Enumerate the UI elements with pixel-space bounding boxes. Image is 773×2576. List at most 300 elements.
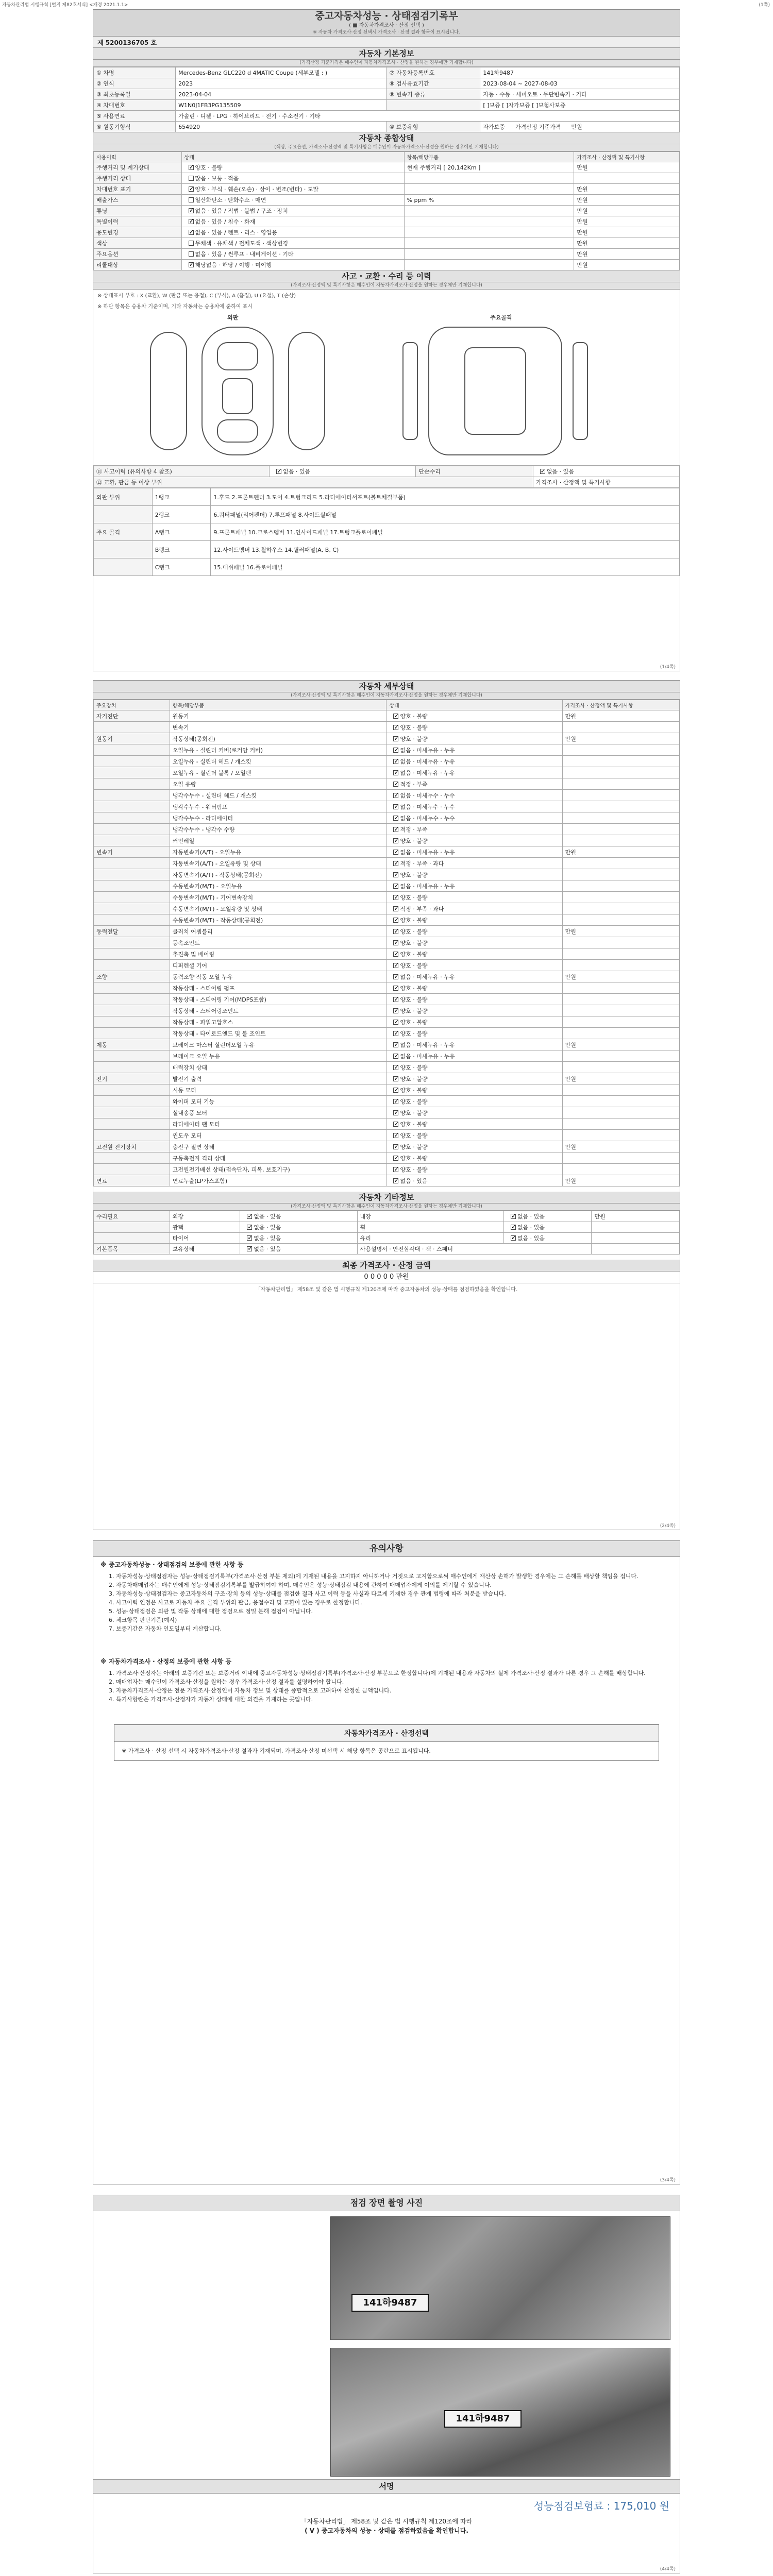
detail-item: 동력조향 작동 오일 누유 xyxy=(170,971,386,982)
gs-row-label: 차대번호 표기 xyxy=(94,184,182,195)
notice-section-2: ※ 자동차가격조사 · 산정의 보증에 관한 사항 등 xyxy=(100,1658,232,1665)
value-vin: W1N0J1FB3PG135509 xyxy=(176,100,386,111)
detail-status-text: 양호 · 불량 xyxy=(400,1064,428,1071)
detail-status xyxy=(386,971,562,982)
gs-row-price: 만원 xyxy=(574,238,680,249)
detail-device xyxy=(94,1084,170,1096)
detail-device xyxy=(94,903,170,914)
detail-status-text: 없음 · 미세누유 · 누유 xyxy=(400,747,455,754)
detail-status xyxy=(386,858,562,869)
detail-row xyxy=(94,982,680,994)
detail-status-text: 양호 · 불량 xyxy=(400,1155,428,1162)
abnormal-parts-label: ⑫ 교환, 판금 등 이상 부위 xyxy=(94,477,533,488)
gs-row-label: 용도변경 xyxy=(94,227,182,238)
detail-status-text: 적정 · 부족 xyxy=(400,826,428,833)
checkbox-icon[interactable] xyxy=(393,974,398,979)
label-car-name: ① 차명 xyxy=(94,67,176,78)
gs-row-price: 만원 xyxy=(574,227,680,238)
checkbox-icon[interactable] xyxy=(393,793,398,798)
doc-no-suffix: 호 xyxy=(150,39,157,46)
gs-row-status xyxy=(181,162,404,173)
detail-item: 윈도우 모터 xyxy=(170,1130,386,1141)
detail-item: 등속조인트 xyxy=(170,937,386,948)
page-1 xyxy=(93,9,680,671)
detail-item: 브레이크 마스터 실린더오일 누유 xyxy=(170,1039,386,1050)
detail-device xyxy=(94,960,170,971)
checkbox-icon[interactable] xyxy=(393,850,398,855)
car-roof-outline xyxy=(222,378,253,414)
value-inspection: 2023-08-04 ~ 2027-08-03 xyxy=(480,78,680,89)
detail-status-text: 양호 · 불량 xyxy=(400,1007,428,1014)
detail-device xyxy=(94,1118,170,1130)
front-plate: 141하9487 xyxy=(351,2294,429,2312)
checkbox-icon[interactable] xyxy=(393,1099,398,1104)
page-3 xyxy=(93,1540,680,2184)
gs-row-label: 주행거리 및 계기상태 xyxy=(94,162,182,173)
document-number xyxy=(93,37,680,48)
checkbox-icon[interactable] xyxy=(511,1225,516,1230)
gs-row-status xyxy=(181,227,404,238)
gs-row-status xyxy=(181,216,404,227)
detail-item: 작동상태 - 스티어링조인트 xyxy=(170,1005,386,1016)
gs-row-status-text: 없음 · 있음 / 렌트 · 리스 · 영업용 xyxy=(195,229,277,236)
detail-item: 작동상태(공회전) xyxy=(170,733,386,744)
car-side-right-outline xyxy=(288,332,325,450)
detail-device: 조향 xyxy=(94,971,170,982)
checkbox-icon[interactable] xyxy=(393,1020,398,1025)
checkbox-icon[interactable] xyxy=(511,1214,516,1219)
checkbox-icon[interactable] xyxy=(393,804,398,809)
detail-status xyxy=(386,937,562,948)
detail-device xyxy=(94,790,170,801)
detail-row xyxy=(94,778,680,790)
notice-item: 2. 매매업자는 매수인이 가격조사·산정을 원하는 경우 가격조사·산정 결과를 설명하여야 합니다. xyxy=(109,1679,344,1685)
notice-item: 6. 체크항목 판단기준(예시) xyxy=(109,1617,177,1623)
checkbox-icon[interactable] xyxy=(393,827,398,832)
checkbox-icon[interactable] xyxy=(393,725,398,730)
checkbox-icon[interactable] xyxy=(247,1246,252,1251)
doc-no-value: 5200136705 xyxy=(105,39,149,46)
detail-status-text: 양호 · 불량 xyxy=(400,894,428,901)
checkbox-icon[interactable] xyxy=(189,197,194,202)
basic-info-table xyxy=(93,67,680,132)
detail-price xyxy=(562,767,679,778)
gs-row-item: 현재 주행거리 [ 20,142Km ] xyxy=(404,162,574,173)
detail-row xyxy=(94,812,680,824)
checkbox-icon[interactable] xyxy=(189,187,194,192)
inspection-photo-rear xyxy=(330,2348,670,2477)
gs-row-label: 주요옵션 xyxy=(94,249,182,260)
gs-head-item: 항목/해당부품 xyxy=(404,152,574,162)
detail-status-text: 없음 · 미세누유 · 누유 xyxy=(400,1041,455,1048)
detail-item: 연료누출(LP가스포함) xyxy=(170,1175,386,1187)
checkbox-icon[interactable] xyxy=(189,165,194,170)
detail-device: 전기 xyxy=(94,1073,170,1084)
detail-row xyxy=(94,948,680,960)
page-2 xyxy=(93,680,680,1530)
detail-price xyxy=(562,903,679,914)
checkbox-icon[interactable] xyxy=(393,770,398,775)
detail-status-sub: (가격조사·산정액 및 특기사항은 매수인이 자동차가격조사·산정을 원하는 경우에만 기재합니다) xyxy=(93,692,680,700)
detail-device xyxy=(94,778,170,790)
panel-group xyxy=(94,558,153,576)
detail-device xyxy=(94,1050,170,1062)
detail-item: 구동축전지 격리 상태 xyxy=(170,1153,386,1164)
etc-cell: 광택 xyxy=(170,1222,240,1233)
detail-item: 충전구 절연 상태 xyxy=(170,1141,386,1153)
detail-row xyxy=(94,914,680,926)
detail-row xyxy=(94,994,680,1005)
gs-row-label: 주행거리 상태 xyxy=(94,173,182,184)
page-4 xyxy=(93,2195,680,2573)
accident-title: 사고 · 교환 · 수리 등 이력 xyxy=(93,270,680,282)
detail-status xyxy=(386,869,562,880)
detail-status xyxy=(386,801,562,812)
notice-item: 3. 자동차성능·상태점검자는 중고자동차의 구조·장치 등의 성능·상태를 점검한 결과 사고 이력 등을 사실과 다르게 기재한 경우 관계 법령에 따라 처분을 받습니다. xyxy=(109,1590,506,1597)
detail-price xyxy=(562,1016,679,1028)
gs-row-label: 특별이력 xyxy=(94,216,182,227)
detail-price xyxy=(562,869,679,880)
detail-item: 오일 유량 xyxy=(170,778,386,790)
page-indicator: (1쪽) xyxy=(759,3,770,8)
checkbox-icon[interactable] xyxy=(247,1235,252,1241)
detail-price: 만원 xyxy=(562,971,679,982)
detail-status xyxy=(386,1096,562,1107)
notice-item: 4. 사고이력 인정은 사고로 자동차 주요 골격 부위의 판금, 용접수리 및 교환이 있는 경우로 한정합니다. xyxy=(109,1599,362,1606)
detail-item: 냉각수누수 - 냉각수 수량 xyxy=(170,824,386,835)
detail-status xyxy=(386,880,562,892)
panel-rank: 2랭크 xyxy=(152,506,211,523)
value-car-name: Mercedes-Benz GLC220 d 4MATIC Coupe (세부모델 : ) xyxy=(176,67,386,78)
etc-cell: 사용설명서 · 안전삼각대 · 잭 · 스패너 xyxy=(357,1244,592,1255)
checkbox-icon[interactable] xyxy=(393,884,398,889)
detail-device xyxy=(94,1153,170,1164)
checkbox-icon[interactable] xyxy=(393,816,398,821)
detail-row xyxy=(94,1062,680,1073)
gs-row-status-text: 많음 · 보통 · 적음 xyxy=(195,175,239,182)
value-year: 2023 xyxy=(176,78,386,89)
detail-device xyxy=(94,914,170,926)
panel-rank-table xyxy=(93,488,680,576)
checkbox-icon[interactable] xyxy=(393,940,398,945)
detail-row xyxy=(94,858,680,869)
detail-status xyxy=(386,1107,562,1118)
etc-cell-text: 없음 · 있음 xyxy=(254,1235,281,1242)
etc-cell: 휠 xyxy=(357,1222,503,1233)
detail-status xyxy=(386,846,562,858)
notice-item: 2. 자동차매매업자는 매수인에게 성능·상태점검기록부를 발급하여야 하며, 매수인은 성능·상태점검 내용에 관하여 매매업자에게 이의를 제기할 수 있습니다. xyxy=(109,1582,492,1588)
detail-status xyxy=(386,778,562,790)
detail-item: 작동상태 - 파워고압호스 xyxy=(170,1016,386,1028)
notice-item: 1. 가격조사·산정자는 아래의 보증기간 또는 보증거리 이내에 중고자동차성능·상태점검기록부(가격조사·산정 부분으로 한정합니다)에 기재된 내용과 자동차의 실제 가격조사·산정 결과가 다른 경우 그 손해를 배상합니다. xyxy=(109,1670,646,1676)
detail-device xyxy=(94,937,170,948)
final-price-note: 「자동차관리법」 제58조 및 같은 법 시행규칙 제120조에 따라 중고자동차의 성능·상태를 점검하였음을 확인합니다. xyxy=(255,1287,518,1293)
checkbox-icon[interactable] xyxy=(393,1144,398,1149)
basic-info-sub: (가격산정 기준가격은 매수인이 자동차가격조사 · 산정을 원하는 경우에만 기재합니다) xyxy=(93,60,680,67)
checkbox-icon[interactable] xyxy=(393,759,398,764)
detail-row xyxy=(94,835,680,846)
detail-status xyxy=(386,994,562,1005)
detail-device xyxy=(94,1164,170,1175)
detail-price: 만원 xyxy=(562,1141,679,1153)
detail-status xyxy=(386,982,562,994)
inspection-photo-front xyxy=(330,2216,670,2340)
detail-status-text: 양호 · 불량 xyxy=(400,996,428,1003)
checkbox-icon[interactable] xyxy=(393,1076,398,1081)
checkbox-icon[interactable] xyxy=(189,219,194,224)
detail-status-text: 양호 · 불량 xyxy=(400,962,428,969)
page-note: ※ 자동차 가격조사·산정 선택시 가격조사 · 산정 결과 항목이 표시됩니다. xyxy=(313,30,460,35)
detail-status xyxy=(386,790,562,801)
detail-device: 고전원 전기장치 xyxy=(94,1141,170,1153)
gs-row-price: 만원 xyxy=(574,260,680,270)
gs-row-price: 만원 xyxy=(574,184,680,195)
gs-row-status-text: 일산화탄소 · 탄화수소 · 매연 xyxy=(195,197,266,204)
page-4-footer: (4/4쪽) xyxy=(660,2567,676,2572)
etc-cell xyxy=(503,1222,592,1233)
detail-status-text: 양호 · 불량 xyxy=(400,1166,428,1173)
price-select-box xyxy=(114,1724,659,1761)
panel-parts: 12.사이드멤버 13.휠하우스 14.필러패널(A, B, C) xyxy=(211,541,680,558)
detail-row xyxy=(94,1073,680,1084)
accident-note-1: ※ 상태표시 부호 : X (교환), W (판금 또는 용접), C (부식), A (흠집), U (요철), T (손상) xyxy=(97,293,296,299)
checkbox-icon[interactable] xyxy=(189,208,194,213)
detail-item: 수동변속기(M/T) - 오일유량 및 상태 xyxy=(170,903,386,914)
checkbox-icon[interactable] xyxy=(393,872,398,877)
detail-row xyxy=(94,1016,680,1028)
panel-parts: 9.프론트패널 10.크로스멤버 11.인사이드패널 17.트렁크플로어패널 xyxy=(211,523,680,541)
checkbox-icon[interactable] xyxy=(393,1008,398,1013)
frame-left-rail xyxy=(402,342,418,440)
detail-device xyxy=(94,801,170,812)
checkbox-icon[interactable] xyxy=(393,986,398,991)
abnormal-parts-price-label: 가격조사 · 산정액 및 특기사항 xyxy=(533,477,679,488)
gs-head-usage: 사용이력 xyxy=(94,152,182,162)
checkbox-icon[interactable] xyxy=(393,1178,398,1183)
checkbox-icon[interactable] xyxy=(393,1133,398,1138)
detail-device xyxy=(94,1028,170,1039)
accident-table xyxy=(93,466,680,488)
detail-status xyxy=(386,926,562,937)
checkbox-icon[interactable] xyxy=(189,262,194,267)
detail-head-price: 가격조사 · 산정액 및 특기사항 xyxy=(562,700,679,710)
page-3-footer: (3/4쪽) xyxy=(660,2178,676,2183)
checkbox-icon[interactable] xyxy=(393,1054,398,1059)
detail-row xyxy=(94,767,680,778)
detail-device: 자기진단 xyxy=(94,710,170,722)
detail-status-text: 적정 · 부족 · 과다 xyxy=(400,860,444,867)
checkbox-icon[interactable] xyxy=(393,1065,398,1070)
detail-item: 오일누유 - 실린더 커버(로커암 커버) xyxy=(170,744,386,756)
checkbox-icon[interactable] xyxy=(393,929,398,934)
detail-status xyxy=(386,1118,562,1130)
detail-item: 변속기 xyxy=(170,722,386,733)
detail-row xyxy=(94,1118,680,1130)
detail-status-text: 양호 · 불량 xyxy=(400,713,428,720)
detail-device: 변속기 xyxy=(94,846,170,858)
detail-price xyxy=(562,982,679,994)
detail-status xyxy=(386,744,562,756)
etc-cell xyxy=(240,1244,357,1255)
checkbox-icon[interactable] xyxy=(393,1110,398,1115)
detail-price xyxy=(562,1118,679,1130)
etc-cell-text: 없음 · 있음 xyxy=(254,1224,281,1231)
frame-inner-outline xyxy=(464,347,526,435)
detail-status xyxy=(386,1050,562,1062)
detail-item: 라디에이터 팬 모터 xyxy=(170,1118,386,1130)
checkbox-icon[interactable] xyxy=(393,748,398,753)
detail-price xyxy=(562,937,679,948)
panel-parts: 6.쿼터패널(리어펜더) 7.루프패널 8.사이드실패널 xyxy=(211,506,680,523)
detail-device xyxy=(94,948,170,960)
checkbox-icon[interactable] xyxy=(393,963,398,968)
warranty-type: 자가보증 xyxy=(483,124,505,130)
etc-cell: 기본품목 xyxy=(94,1244,170,1255)
detail-item: 오일누유 - 실린더 블록 / 오일팬 xyxy=(170,767,386,778)
gs-row-item xyxy=(404,184,574,195)
panel-rank: C랭크 xyxy=(152,558,211,576)
value-first-reg: 2023-04-04 xyxy=(176,89,386,100)
notice-title: 유의사항 xyxy=(93,1541,680,1557)
gs-row-item xyxy=(404,227,574,238)
checkbox-icon[interactable] xyxy=(393,918,398,923)
checkbox-icon[interactable] xyxy=(393,1167,398,1172)
etc-cell xyxy=(94,1222,170,1233)
detail-item: 냉각수누수 - 워터펌프 xyxy=(170,801,386,812)
detail-item: 디퍼렌셜 기어 xyxy=(170,960,386,971)
etc-cell-text: 없음 · 있음 xyxy=(254,1246,281,1252)
detail-status xyxy=(386,722,562,733)
general-status-title: 자동차 종합상태 xyxy=(93,132,680,144)
detail-device xyxy=(94,892,170,903)
signature-text-2: ( V ) 중고자동차의 성능 · 상태를 점검하였음을 확인합니다. xyxy=(305,2527,468,2534)
detail-row xyxy=(94,790,680,801)
checkbox-icon[interactable] xyxy=(393,952,398,957)
detail-head-item: 항목/해당부품 xyxy=(170,700,386,710)
detail-head-status: 상태 xyxy=(386,700,562,710)
checkbox-icon[interactable] xyxy=(393,714,398,719)
detail-item: 냉각수누수 - 라디에이터 xyxy=(170,812,386,824)
final-price-value: 0 0 0 0 0 만원 xyxy=(93,1272,680,1283)
panel-group: 주요 골격 xyxy=(94,523,153,541)
detail-item: 수동변속기(M/T) - 작동상태(공회전) xyxy=(170,914,386,926)
detail-status-text: 양호 · 불량 xyxy=(400,1075,428,1082)
checkbox-icon[interactable] xyxy=(189,176,194,181)
final-price-title: 최종 가격조사 · 산정 금액 xyxy=(93,1260,680,1272)
general-status-sub: (색상, 주요옵션, 가격조사·산정액 및 특기사항은 매수인이 자동차가격조사·산정을 원하는 경우에만 기재합니다) xyxy=(93,144,680,151)
checkbox-icon[interactable] xyxy=(393,895,398,900)
detail-price xyxy=(562,1107,679,1118)
etc-cell xyxy=(592,1233,680,1244)
detail-status-text: 양호 · 불량 xyxy=(400,939,428,946)
detail-item: 자동변속기(A/T) - 작동상태(공회전) xyxy=(170,869,386,880)
checkbox-icon[interactable] xyxy=(393,782,398,787)
etc-cell xyxy=(240,1233,357,1244)
checkbox-icon[interactable] xyxy=(393,1122,398,1127)
checkbox-icon[interactable] xyxy=(393,838,398,843)
checkbox-icon[interactable] xyxy=(393,906,398,911)
detail-status-text: 양호 · 불량 xyxy=(400,1019,428,1026)
diagram-left-label: 외판 xyxy=(227,314,239,321)
checkbox-icon[interactable] xyxy=(276,469,281,474)
gs-row-status-text: 없음 · 있음 / 침수 · 화재 xyxy=(195,218,256,225)
accident-history-label: ⑪ 사고이력 (유의사항 4 참조) xyxy=(94,466,270,477)
etc-cell: 타이어 xyxy=(170,1233,240,1244)
checkbox-icon[interactable] xyxy=(393,1031,398,1036)
detail-row xyxy=(94,1175,680,1187)
detail-status xyxy=(386,1028,562,1039)
checkbox-icon[interactable] xyxy=(393,1088,398,1093)
checkbox-icon[interactable] xyxy=(189,241,194,246)
car-hood-outline xyxy=(217,342,258,370)
detail-price: 만원 xyxy=(562,1073,679,1084)
detail-row xyxy=(94,892,680,903)
gs-row-item xyxy=(404,206,574,216)
car-trunk-outline xyxy=(217,419,258,443)
etc-info-table xyxy=(93,1211,680,1255)
regulation-header: 자동차관리법 시행규칙 [별지 제82호서식] <개정 2021.1.1> xyxy=(2,3,128,8)
checkbox-icon[interactable] xyxy=(511,1235,516,1241)
detail-row xyxy=(94,733,680,744)
price-select-title: 자동차가격조사 · 산정선택 xyxy=(114,1725,659,1742)
checkbox-icon[interactable] xyxy=(189,230,194,235)
etc-info-sub: (가격조사·산정액 및 특기사항은 매수인이 자동차가격조사·산정을 원하는 경우에만 기재합니다) xyxy=(93,1204,680,1211)
checkbox-icon[interactable] xyxy=(189,251,194,257)
detail-price xyxy=(562,1005,679,1016)
checkbox-icon[interactable] xyxy=(393,861,398,866)
detail-status-text: 없음 · 있음 xyxy=(400,1177,428,1184)
notice-item: 4. 특기사항란은 가격조사·산정자가 자동차 상태에 대한 의견을 기재하는 곳입니다. xyxy=(109,1696,313,1703)
etc-cell: 외장 xyxy=(170,1211,240,1222)
checkbox-icon[interactable] xyxy=(393,736,398,741)
detail-status-text: 적정 · 부족 xyxy=(400,781,428,788)
checkbox-icon[interactable] xyxy=(393,1042,398,1047)
simple-repair-text: 없음 · 있음 xyxy=(546,468,574,475)
checkbox-icon[interactable] xyxy=(393,1156,398,1161)
checkbox-icon[interactable] xyxy=(540,469,545,474)
detail-price xyxy=(562,1062,679,1073)
checkbox-icon[interactable] xyxy=(393,997,398,1002)
detail-item: 시동 모터 xyxy=(170,1084,386,1096)
detail-device xyxy=(94,1005,170,1016)
detail-price xyxy=(562,778,679,790)
detail-status-table xyxy=(93,700,680,1187)
etc-cell-text: 없음 · 있음 xyxy=(254,1213,281,1220)
panel-parts: 15.대쉬패널 16.플로어패널 xyxy=(211,558,680,576)
detail-row xyxy=(94,960,680,971)
detail-status xyxy=(386,812,562,824)
detail-row xyxy=(94,1005,680,1016)
detail-row xyxy=(94,710,680,722)
detail-item: 배력장치 상태 xyxy=(170,1062,386,1073)
detail-price xyxy=(562,948,679,960)
checkbox-icon[interactable] xyxy=(247,1214,252,1219)
detail-item: 작동상태 - 스티어링 펌프 xyxy=(170,982,386,994)
checkbox-icon[interactable] xyxy=(247,1225,252,1230)
etc-cell xyxy=(592,1244,680,1255)
gs-row-price: 만원 xyxy=(574,195,680,206)
rear-plate: 141하9487 xyxy=(444,2410,522,2428)
gs-row-item xyxy=(404,216,574,227)
detail-device: 제동 xyxy=(94,1039,170,1050)
detail-status-text: 없음 · 미세누유 · 누유 xyxy=(400,1053,455,1060)
detail-status-text: 없음 · 미세누유 · 누유 xyxy=(400,883,455,890)
detail-device xyxy=(94,835,170,846)
etc-cell: 보유상태 xyxy=(170,1244,240,1255)
gs-row-status xyxy=(181,195,404,206)
detail-row xyxy=(94,937,680,948)
panel-rank: B랭크 xyxy=(152,541,211,558)
